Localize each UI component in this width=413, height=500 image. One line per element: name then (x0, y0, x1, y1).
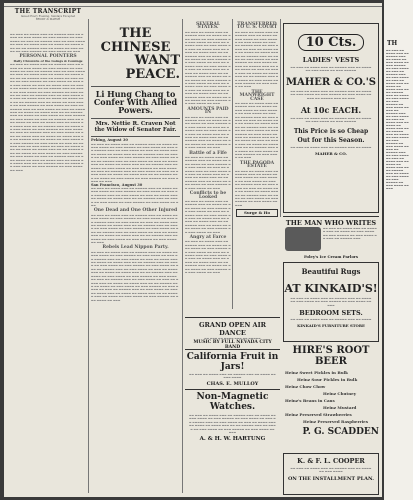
bedroom-sets: BEDROOM SETS. (299, 309, 363, 318)
masthead (10, 8, 86, 30)
heinz-item: Heinz's Beans in Cans (285, 398, 335, 403)
ad-text: ▬▬ ▬▬▬ ▬▬ ▬▬▬▬ ▬▬▬ ▬▬ ▬▬▬▬▬ ▬▬▬ ▬▬ ▬▬▬▬ ▬▬ ▬▬▬ ▬▬▬▬ ▬▬ ▬▬▬ ▬▬▬▬▬ ▬▬ ▬▬▬ ▬▬▬▬ ▬▬ ▬▬▬ ▬▬ ▬▬▬▬▬ ▬▬▬ (323, 227, 377, 241)
heinz-item: Heinz Chow Chow (285, 384, 326, 389)
heinz-item: Heinz Sour Pickles in Bulk (297, 377, 358, 382)
california-fruit-ad (185, 349, 280, 388)
headline-2: WANT PEACE. (125, 53, 180, 82)
masthead-publisher: BRODT & MARSH (35, 18, 61, 21)
masthead-name: THE TRANSCRIPT (14, 8, 82, 15)
dance-ad (185, 317, 280, 348)
man-who-writes-ad (283, 216, 379, 255)
hartung-name: A. & H. W. HARTUNG (199, 436, 266, 443)
non-magnetic-watches: Non-Magnetic Watches. (196, 392, 269, 412)
top-border (4, 3, 382, 7)
column-text: ▬▬ ▬▬▬ ▬▬ ▬▬▬▬ ▬▬▬ ▬▬ ▬▬▬▬▬ ▬▬▬ ▬▬ ▬▬▬▬ ▬▬ ▬▬▬ ▬▬▬▬ ▬▬ ▬▬▬ ▬▬▬▬▬ ▬▬ ▬▬▬ ▬▬▬▬ ▬▬ ▬▬▬ ▬▬ ▬▬▬▬▬ ▬▬▬ ▬▬ ▬▬▬ ▬▬▬▬ ▬▬ ▬▬▬ ▬▬ ▬▬▬▬ ▬▬▬ ▬▬ ▬▬▬▬ ▬▬ ▬▬▬▬ ▬▬▬ ▬▬ ▬▬ ▬▬▬▬▬ ▬▬▬ ▬▬ ▬▬▬▬ ▬▬ ▬▬▬ ▬▬▬▬ ▬▬ ▬▬▬ ▬▬▬▬▬ ▬▬ ▬▬▬ ▬▬▬▬ ▬▬ ▬▬▬ ▬▬ ▬▬▬ ▬▬▬▬ ▬▬ ▬▬▬ ▬▬ ▬▬▬▬ ▬▬▬ ▬▬ ▬▬▬▬ ▬▬ ▬▬▬▬ ▬▬▬ ▬▬ ▬▬ ▬▬▬▬▬ ▬▬▬ ▬▬ ▬▬▬▬ ▬▬ ▬▬▬ ▬▬▬▬ ▬▬ ▬▬▬ ▬▬▬▬▬ ▬▬ ▬▬▬ ▬▬▬▬ ▬▬ ▬▬▬ ▬▬ ▬▬▬▬▬ ▬▬▬ ▬▬ ▬▬▬ ▬▬▬▬ ▬▬ ▬▬▬ ▬▬ ▬▬▬▬ ▬▬▬ ▬▬ ▬▬▬▬ ▬▬ ▬▬▬▬ ▬▬▬ ▬▬ ▬▬ ▬▬▬▬▬ ▬▬▬ ▬▬ ▬▬▬▬ ▬▬ ▬▬▬ ▬▬▬▬ ▬▬ ▬▬▬ ▬▬▬▬▬ ▬▬ ▬▬▬ ▬▬▬▬ ▬▬ ▬▬▬ ▬▬ ▬▬▬▬▬ ▬▬▬ ▬▬ ▬▬▬ ▬▬▬▬ ▬▬ ▬▬▬ ▬▬ ▬▬▬▬ ▬▬▬ ▬▬ ▬▬▬▬ ▬▬ ▬▬▬▬ ▬▬▬ ▬▬ ▬▬ ▬▬▬▬▬ ▬▬▬ ▬▬ ▬▬▬▬ ▬▬ ▬▬▬ ▬▬▬▬ ▬▬ ▬▬▬ ▬▬▬▬▬ ▬▬ ▬▬▬ ▬▬▬▬ ▬▬ ▬▬▬ ▬▬ ▬▬▬▬▬ ▬▬▬ ▬▬ ▬▬▬ ▬▬▬▬ ▬▬ ▬▬▬ ▬▬ ▬▬▬▬ ▬▬▬ ▬▬ ▬▬▬▬ ▬▬ ▬▬▬▬ ▬▬▬ ▬▬ ▬▬ ▬▬▬▬▬ ▬▬▬ ▬▬ ▬▬▬▬ ▬▬ ▬▬▬ ▬▬▬▬ ▬▬ ▬▬▬ ▬▬▬▬▬ ▬▬ ▬▬▬ ▬▬▬▬ ▬▬ ▬▬▬ ▬▬ ▬▬▬▬▬ ▬▬▬ ▬▬ ▬▬▬ ▬▬▬▬ ▬▬ ▬▬▬ ▬▬ ▬▬▬▬ ▬▬▬ ▬▬ ▬▬▬▬ ▬▬ ▬▬▬▬ ▬▬▬ ▬▬ ▬▬ ▬▬▬▬▬ ▬▬▬ ▬▬ ▬▬▬▬ ▬▬ ▬▬▬ ▬▬▬▬ ▬▬ ▬▬▬ ▬▬▬▬▬ ▬▬ ▬▬▬ ▬▬▬▬ ▬▬ ▬▬▬ ▬▬ ▬▬▬▬▬ ▬▬▬ ▬▬ ▬▬▬ ▬▬▬▬ ▬▬ ▬▬▬ ▬▬ ▬▬▬▬ ▬▬▬ ▬▬ ▬▬▬▬ ▬▬ ▬▬▬▬ ▬▬▬ ▬▬ ▬▬ ▬▬▬▬▬ ▬▬▬ ▬▬ ▬▬▬▬ ▬▬ ▬▬▬ ▬▬▬▬ ▬▬ ▬▬▬ ▬▬▬▬▬ ▬▬ ▬▬▬ ▬▬▬▬ ▬▬ ▬▬▬ ▬▬ ▬▬▬▬▬ ▬▬▬ ▬▬ ▬▬▬ ▬▬▬▬ ▬▬ ▬▬▬ ▬▬ ▬▬▬▬ ▬▬▬ ▬▬ ▬▬▬▬ ▬▬ ▬▬▬▬ ▬▬▬ ▬▬ ▬▬ ▬▬▬▬▬ ▬▬▬ ▬▬ ▬▬▬▬ ▬▬ ▬▬▬ ▬▬▬▬ ▬▬ ▬▬▬ ▬▬▬▬▬ ▬▬ ▬▬▬ ▬▬▬▬ ▬▬ ▬▬▬ (10, 63, 86, 172)
adjacent-page-edge (384, 0, 413, 500)
column-1-heading: PERSONAL POINTERS (19, 54, 77, 60)
ice-cream-illustration (285, 227, 321, 251)
divider (91, 118, 180, 119)
column-text: ▬▬ ▬▬▬ ▬▬ ▬▬▬▬ ▬▬▬ ▬▬ ▬▬▬▬▬ ▬▬▬ ▬▬ ▬▬▬▬ ▬▬ ▬▬▬ ▬▬▬▬ ▬▬ ▬▬▬ ▬▬▬▬▬ ▬▬ ▬▬▬ ▬▬▬▬ ▬▬ ▬▬▬ ▬▬ ▬▬▬▬▬ ▬▬▬ ▬▬ ▬▬▬ ▬▬▬▬ ▬▬ ▬▬▬ ▬▬ ▬▬▬▬ ▬▬▬ ▬▬ ▬▬▬▬ ▬▬ ▬▬▬▬ ▬▬▬ ▬▬ ▬▬ ▬▬▬▬▬ ▬▬▬ ▬▬ ▬▬▬▬ ▬▬ ▬▬▬ ▬▬▬▬ ▬▬ ▬▬▬ ▬▬▬▬▬ ▬▬ ▬▬▬ ▬▬▬▬ ▬▬ ▬▬▬ (10, 33, 86, 54)
column-text: ▬▬ ▬▬▬ ▬▬ ▬▬▬▬ ▬▬▬ ▬▬ ▬▬▬▬▬ ▬▬▬ ▬▬ ▬▬▬▬ ▬▬ ▬▬▬ ▬▬▬▬ ▬▬ ▬▬▬ ▬▬▬▬▬ ▬▬ ▬▬▬ ▬▬▬▬ ▬▬ ▬▬▬ ▬▬ ▬▬▬▬▬ ▬▬▬ ▬▬ ▬▬▬ ▬▬▬▬ ▬▬ ▬▬▬ ▬▬ ▬▬▬▬ ▬▬▬ ▬▬ ▬▬▬▬ ▬▬ ▬▬▬▬ ▬▬▬ ▬▬ ▬▬ ▬▬▬▬▬ ▬▬▬ ▬▬ ▬▬▬▬ ▬▬ ▬▬▬ ▬▬▬▬ ▬▬ ▬▬▬ ▬▬▬▬▬ ▬▬ ▬▬▬ ▬▬▬▬ ▬▬ ▬▬▬ ▬▬ ▬▬▬▬▬ ▬▬▬ ▬▬ ▬▬▬ ▬▬▬▬ ▬▬ ▬▬▬ ▬▬ ▬▬▬▬ ▬▬▬ ▬▬ ▬▬▬▬ ▬▬ ▬▬▬▬ ▬▬▬ ▬▬ ▬▬ ▬▬▬▬▬ ▬▬▬ ▬▬ ▬▬▬▬ ▬▬ ▬▬▬ ▬▬▬▬ ▬▬ ▬▬▬ ▬▬▬▬▬ ▬▬ ▬▬▬ ▬▬▬▬ ▬▬ ▬▬▬ (235, 101, 279, 160)
column-rule (88, 19, 89, 493)
ad-text: ▬▬ ▬▬▬ ▬▬ ▬▬▬▬ ▬▬▬ ▬▬ ▬▬▬▬▬ ▬▬▬ ▬▬ ▬▬▬▬ ▬▬ ▬▬▬ ▬▬▬▬ ▬▬ ▬▬▬ ▬▬▬▬▬ ▬▬ ▬▬▬ ▬▬▬▬ ▬▬ ▬▬▬ ▬▬ ▬▬▬▬▬ ▬▬▬ ▬▬ ▬▬▬ (290, 89, 372, 100)
installment-plan: ON THE INSTALLMENT PLAN. (287, 475, 375, 482)
column-4-heading: TRANSFERRED TO U. S. COURT (236, 22, 278, 31)
ad-text: ▬▬ ▬▬▬ ▬▬ ▬▬▬▬ ▬▬▬ ▬▬ ▬▬▬▬▬ ▬▬▬ ▬▬ ▬▬▬▬ ▬▬ ▬▬▬ ▬▬▬▬ ▬▬ ▬▬▬ ▬▬▬▬▬ ▬▬ ▬▬▬ ▬▬▬▬ ▬▬ ▬▬▬ (290, 297, 372, 307)
maher-name: MAHER & CO.'S (285, 76, 377, 88)
beautiful-rugs: Beautiful Rugs (301, 267, 361, 276)
masthead-subtitle: Issued Every Evening, Sundays Excepted (20, 15, 76, 18)
root-beer-title: HIRE'S ROOT BEER (292, 345, 370, 367)
section-heading: Rebels Lead Nippon Party. (102, 245, 169, 251)
adjacent-page-title: TH (387, 40, 398, 47)
mulloy-name: CHAS. E. MULLOY (206, 380, 259, 387)
column-text: ▬▬ ▬▬▬ ▬▬ ▬▬▬▬ ▬▬▬ ▬▬ ▬▬▬▬▬ ▬▬▬ ▬▬ ▬▬▬▬ ▬▬ ▬▬▬ ▬▬▬▬ ▬▬ ▬▬▬ ▬▬▬▬▬ ▬▬ ▬▬▬ ▬▬▬▬ ▬▬ ▬▬▬ ▬▬ ▬▬▬▬▬ ▬▬▬ ▬▬ ▬▬▬ ▬▬▬▬ ▬▬ ▬▬▬ ▬▬ ▬▬▬▬ ▬▬▬ ▬▬ ▬▬▬▬ ▬▬ ▬▬▬▬ ▬▬▬ ▬▬ ▬▬ ▬▬▬▬▬ ▬▬▬ ▬▬ ▬▬▬▬ ▬▬ ▬▬▬ ▬▬▬▬ ▬▬ ▬▬▬ ▬▬▬▬▬ ▬▬ ▬▬▬ ▬▬▬▬ ▬▬ ▬▬▬ (91, 186, 179, 207)
foleys-ad (283, 254, 379, 260)
price-each: At 10c EACH. (300, 105, 362, 116)
column-text: ▬▬ ▬▬▬ ▬▬ ▬▬▬▬ ▬▬▬ ▬▬ ▬▬▬▬▬ ▬▬▬ ▬▬ ▬▬▬▬ ▬▬ ▬▬▬ ▬▬▬▬ ▬▬ ▬▬▬ ▬▬▬▬▬ ▬▬ ▬▬▬ ▬▬▬▬ ▬▬ ▬▬▬ ▬▬ ▬▬▬▬▬ ▬▬▬ ▬▬ ▬▬▬ ▬▬▬▬ ▬▬ ▬▬▬ ▬▬ ▬▬▬▬ ▬▬▬ ▬▬ ▬▬▬▬ ▬▬ ▬▬▬▬ ▬▬▬ ▬▬ ▬▬ ▬▬▬▬▬ ▬▬▬ ▬▬ ▬▬▬▬ ▬▬ ▬▬▬ ▬▬▬▬ ▬▬ ▬▬▬ ▬▬▬▬▬ ▬▬ ▬▬▬ ▬▬▬▬ ▬▬ ▬▬▬ (185, 199, 231, 234)
column-rule (182, 19, 183, 493)
column-1-subheading: Daily Chronicle of the Goings & Comings (13, 58, 83, 63)
column-text: ▬▬ ▬▬▬ ▬▬ ▬▬▬▬ ▬▬▬ ▬▬ ▬▬▬▬▬ ▬▬▬ ▬▬ ▬▬▬▬ ▬▬ ▬▬▬ ▬▬▬▬ ▬▬ ▬▬▬ ▬▬▬▬▬ ▬▬ ▬▬▬ ▬▬▬▬ ▬▬ ▬▬▬ ▬▬ ▬▬▬▬▬ ▬▬▬ ▬▬ ▬▬▬ ▬▬▬▬ ▬▬ ▬▬▬ ▬▬ ▬▬▬▬ ▬▬▬ ▬▬ ▬▬▬▬ ▬▬ ▬▬▬▬ ▬▬▬ ▬▬ ▬▬ ▬▬▬▬▬ ▬▬▬ ▬▬ ▬▬▬▬ ▬▬ ▬▬▬ ▬▬▬▬ ▬▬ ▬▬▬ ▬▬▬▬▬ ▬▬ ▬▬▬ ▬▬▬▬ ▬▬ ▬▬▬ (185, 240, 231, 275)
kinkaid-ad (283, 262, 379, 342)
ad-text: ▬▬ ▬▬▬ ▬▬ ▬▬▬▬ ▬▬▬ ▬▬ ▬▬▬▬▬ ▬▬▬ ▬▬ ▬▬▬▬ ▬▬ ▬▬▬ ▬▬▬▬ (189, 373, 276, 380)
california-fruit: California Fruit in Jars! (186, 352, 279, 372)
ad-text: ▬▬ ▬▬▬ ▬▬ ▬▬▬▬ ▬▬▬ ▬▬ ▬▬▬▬▬ ▬▬▬ ▬▬ ▬▬▬▬ ▬▬ ▬▬▬ ▬▬▬▬ ▬▬ ▬▬▬ ▬▬▬▬▬ (290, 66, 372, 73)
heinz-item: Heinz Sweet Pickles in Bulk (285, 370, 348, 375)
heinz-item: Heinz Mustard (323, 405, 357, 410)
dateline-1: Peking, August 30 (91, 138, 128, 143)
ad-text: ▬▬ ▬▬▬ ▬▬ ▬▬▬▬ ▬▬▬ ▬▬ ▬▬▬▬▬ ▬▬▬ ▬▬ ▬▬▬▬ (290, 145, 372, 149)
column-text: ▬▬ ▬▬▬ ▬▬ ▬▬▬▬ ▬▬▬ ▬▬ ▬▬▬▬▬ ▬▬▬ ▬▬ ▬▬▬▬ ▬▬ ▬▬▬ ▬▬▬▬ ▬▬ ▬▬▬ ▬▬▬▬▬ ▬▬ ▬▬▬ ▬▬▬▬ ▬▬ ▬▬▬ ▬▬ ▬▬▬▬▬ ▬▬▬ ▬▬ ▬▬▬ ▬▬▬▬ ▬▬ ▬▬▬ ▬▬ ▬▬▬▬ ▬▬▬ ▬▬ ▬▬▬▬ ▬▬ ▬▬▬▬ ▬▬▬ ▬▬ ▬▬ ▬▬▬▬▬ ▬▬▬ ▬▬ ▬▬▬▬ ▬▬ ▬▬▬ ▬▬▬▬ ▬▬ ▬▬▬ ▬▬▬▬▬ ▬▬ ▬▬▬ ▬▬▬▬ ▬▬ ▬▬▬ ▬▬ ▬▬▬▬▬ ▬▬▬ ▬▬ ▬▬▬ ▬▬▬▬ ▬▬ ▬▬▬ ▬▬ ▬▬▬▬ ▬▬▬ ▬▬ ▬▬▬▬ ▬▬ ▬▬▬▬ ▬▬▬ ▬▬ ▬▬ ▬▬▬▬▬ ▬▬▬ ▬▬ ▬▬▬▬ ▬▬ ▬▬▬ ▬▬▬▬ ▬▬ ▬▬▬ ▬▬▬▬▬ ▬▬ ▬▬▬ ▬▬▬▬ ▬▬ ▬▬▬ ▬▬ ▬▬▬▬▬ ▬▬▬ ▬▬ ▬▬▬ ▬▬▬▬ ▬▬ ▬▬▬ ▬▬ ▬▬▬▬ ▬▬▬ ▬▬ ▬▬▬▬ ▬▬ ▬▬▬▬ ▬▬▬ ▬▬ ▬▬ ▬▬▬▬▬ ▬▬▬ ▬▬ ▬▬▬▬ ▬▬ ▬▬▬ ▬▬▬▬ ▬▬ ▬▬▬ ▬▬▬▬▬ ▬▬ ▬▬▬ ▬▬▬▬ ▬▬ ▬▬▬ (185, 30, 231, 106)
column-1 (10, 33, 86, 493)
column-text: ▬▬ ▬▬▬ ▬▬ ▬▬▬▬ ▬▬▬ ▬▬ ▬▬▬▬▬ ▬▬▬ ▬▬ ▬▬▬▬ ▬▬ ▬▬▬ ▬▬▬▬ ▬▬ ▬▬▬ ▬▬▬▬▬ ▬▬ ▬▬▬ ▬▬▬▬ ▬▬ ▬▬▬ ▬▬ ▬▬▬▬▬ ▬▬▬ ▬▬ ▬▬▬ ▬▬▬▬ ▬▬ ▬▬▬ ▬▬ ▬▬▬▬ ▬▬▬ ▬▬ ▬▬▬▬ ▬▬ ▬▬▬▬ ▬▬▬ ▬▬ ▬▬ ▬▬▬▬▬ ▬▬▬ ▬▬ ▬▬▬▬ ▬▬ ▬▬▬ ▬▬▬▬ ▬▬ ▬▬▬ ▬▬▬▬▬ ▬▬ ▬▬▬ ▬▬▬▬ ▬▬ ▬▬▬ ▬▬ ▬▬▬▬▬ ▬▬▬ ▬▬ ▬▬▬ ▬▬▬▬ ▬▬ ▬▬▬ ▬▬ ▬▬▬▬ ▬▬▬ ▬▬ ▬▬▬▬ ▬▬ ▬▬▬▬ ▬▬▬ ▬▬ ▬▬ ▬▬▬▬▬ ▬▬▬ ▬▬ ▬▬▬▬ ▬▬ ▬▬▬ ▬▬▬▬ ▬▬ ▬▬▬ ▬▬▬▬▬ ▬▬ ▬▬▬ ▬▬▬▬ ▬▬ ▬▬▬ (235, 30, 279, 89)
maher-small: MAHER & CO. (315, 151, 347, 157)
heinz-item: Heinz Preserved Strawberries (285, 412, 352, 417)
subhead-1: Li Hung Chang to Confer With Allied Powers. (93, 88, 178, 116)
column-4 (235, 21, 279, 309)
kinkaid-title: AT KINKAID'S! (284, 282, 378, 295)
column-2 (91, 21, 180, 493)
kinkaid-small: KINKAID'S FURNITURE STORE (297, 322, 365, 328)
out-season: Out for this Season. (297, 136, 365, 144)
divider (91, 86, 180, 87)
column-3-heading: Conflicts to be Looked (189, 191, 227, 200)
column-3 (185, 21, 231, 309)
column-3-heading: Angry at Farce (189, 234, 227, 240)
music-band: MUSIC BY FULL NEVADA CITY BAND (193, 340, 272, 348)
divider (91, 136, 180, 137)
column-4-ad-box: Surge & Ho (236, 209, 278, 216)
headline-1: THE CHINESE (100, 26, 171, 55)
ladies-vests-text: LADIES' VESTS (302, 56, 360, 64)
column-4-heading: THE PAGODA ESTATE (239, 160, 275, 170)
ad-text: ▬▬ ▬▬▬ ▬▬ ▬▬▬▬ ▬▬▬ ▬▬ ▬▬▬▬▬ ▬▬▬ ▬▬ ▬▬▬▬ (290, 318, 372, 322)
subhead-2: Mrs. Nettie R. Craven Not the Widow of Senator Fair. (94, 120, 177, 133)
adjacent-page-text: ▬▬ ▬▬▬ ▬▬ ▬▬▬▬ ▬▬▬ ▬▬ ▬▬▬▬▬ ▬▬▬ ▬▬ ▬▬▬▬ ▬▬ ▬▬▬ ▬▬▬▬ ▬▬ ▬▬▬ ▬▬▬▬▬ ▬▬ ▬▬▬ ▬▬▬▬ ▬▬ ▬▬▬ ▬▬ ▬▬▬▬▬ ▬▬▬ ▬▬ ▬▬▬ ▬▬▬▬ ▬▬ ▬▬▬ ▬▬ ▬▬▬▬ ▬▬▬ ▬▬ ▬▬▬▬ ▬▬ ▬▬▬▬ ▬▬▬ ▬▬ ▬▬ ▬▬▬▬▬ ▬▬▬ ▬▬ ▬▬▬▬ ▬▬ ▬▬▬ ▬▬▬▬ ▬▬ ▬▬▬ ▬▬▬▬▬ ▬▬ ▬▬▬ ▬▬▬▬ ▬▬ ▬▬▬ ▬▬ ▬▬▬▬▬ ▬▬▬ ▬▬ ▬▬▬ ▬▬▬▬ ▬▬ ▬▬▬ ▬▬ ▬▬▬▬ ▬▬▬ ▬▬ ▬▬▬▬ ▬▬ ▬▬▬▬ ▬▬▬ ▬▬ ▬▬ ▬▬▬▬▬ ▬▬▬ ▬▬ ▬▬▬▬ ▬▬ ▬▬▬ ▬▬▬▬ ▬▬ ▬▬▬ ▬▬▬▬▬ ▬▬ ▬▬▬ ▬▬▬▬ ▬▬ ▬▬▬ ▬▬ ▬▬▬▬▬ ▬▬▬ ▬▬ ▬▬▬ ▬▬▬▬ ▬▬ ▬▬▬ ▬▬ ▬▬▬▬ ▬▬▬ ▬▬ ▬▬▬▬ ▬▬ ▬▬▬▬ ▬▬▬ ▬▬ ▬▬ ▬▬▬▬▬ ▬▬▬ ▬▬ ▬▬▬▬ ▬▬ ▬▬▬ ▬▬▬▬ ▬▬ ▬▬▬ ▬▬▬▬▬ ▬▬ ▬▬▬ ▬▬▬▬ ▬▬ ▬▬▬ (386, 49, 409, 190)
column-3-heading: Battle of a Fife (189, 150, 227, 156)
foleys-text: Foley's Ice Cream Parlors (303, 254, 359, 259)
man-writes-title: THE MAN WHO WRITES (285, 219, 377, 227)
column-text: ▬▬ ▬▬▬ ▬▬ ▬▬▬▬ ▬▬▬ ▬▬ ▬▬▬▬▬ ▬▬▬ ▬▬ ▬▬▬▬ ▬▬ ▬▬▬ ▬▬▬▬ ▬▬ ▬▬▬ ▬▬▬▬▬ ▬▬ ▬▬▬ ▬▬▬▬ ▬▬ ▬▬▬ ▬▬ ▬▬▬▬▬ ▬▬▬ ▬▬ ▬▬▬ ▬▬▬▬ ▬▬ ▬▬▬ ▬▬ ▬▬▬▬ ▬▬▬ ▬▬ ▬▬▬▬ ▬▬ ▬▬▬▬ ▬▬▬ ▬▬ ▬▬ ▬▬▬▬▬ ▬▬▬ ▬▬ ▬▬▬▬ ▬▬ ▬▬▬ ▬▬▬▬ ▬▬ ▬▬▬ ▬▬▬▬▬ ▬▬ ▬▬▬ ▬▬▬▬ ▬▬ ▬▬▬ (185, 115, 231, 150)
ad-text: ▬▬ ▬▬▬ ▬▬ ▬▬▬▬ ▬▬▬ ▬▬ ▬▬▬▬▬ ▬▬▬ ▬▬ ▬▬▬▬ ▬▬ ▬▬▬ ▬▬▬▬ ▬▬ ▬▬▬ ▬▬▬▬▬ (290, 117, 372, 124)
newspaper-page (4, 3, 382, 497)
dateline-2: San Francisco, August 30 (91, 182, 143, 187)
heinz-item: Heinz Preserved Raspberries (303, 419, 368, 424)
column-text: ▬▬ ▬▬▬ ▬▬ ▬▬▬▬ ▬▬▬ ▬▬ ▬▬▬▬▬ ▬▬▬ ▬▬ ▬▬▬▬ ▬▬ ▬▬▬ ▬▬▬▬ ▬▬ ▬▬▬ ▬▬▬▬▬ ▬▬ ▬▬▬ ▬▬▬▬ ▬▬ ▬▬▬ ▬▬ ▬▬▬▬▬ ▬▬▬ ▬▬ ▬▬▬ ▬▬▬▬ ▬▬ ▬▬▬ ▬▬ ▬▬▬▬ ▬▬▬ ▬▬ ▬▬▬▬ ▬▬ ▬▬▬▬ ▬▬▬ ▬▬ ▬▬ ▬▬▬▬▬ ▬▬▬ ▬▬ ▬▬▬▬ ▬▬ ▬▬▬ ▬▬▬▬ ▬▬ ▬▬▬ ▬▬▬▬▬ ▬▬ ▬▬▬ ▬▬▬▬ ▬▬ ▬▬▬ ▬▬ ▬▬▬▬▬ ▬▬▬ ▬▬ ▬▬▬ ▬▬▬▬ ▬▬ ▬▬▬ ▬▬ ▬▬▬▬ ▬▬▬ ▬▬ ▬▬▬▬ ▬▬ ▬▬▬▬ ▬▬▬ ▬▬ ▬▬ ▬▬▬▬▬ ▬▬▬ ▬▬ ▬▬▬▬ ▬▬ ▬▬▬ ▬▬▬▬ ▬▬ ▬▬▬ ▬▬▬▬▬ ▬▬ ▬▬▬ ▬▬▬▬ ▬▬ ▬▬▬ (91, 213, 179, 245)
grand-open-air: GRAND OPEN AIR DANCE (198, 321, 267, 337)
column-text: ▬▬ ▬▬▬ ▬▬ ▬▬▬▬ ▬▬▬ ▬▬ ▬▬▬▬▬ ▬▬▬ ▬▬ ▬▬▬▬ ▬▬ ▬▬▬ ▬▬▬▬ ▬▬ ▬▬▬ ▬▬▬▬▬ ▬▬ ▬▬▬ ▬▬▬▬ ▬▬ ▬▬▬ ▬▬ ▬▬▬▬▬ ▬▬▬ ▬▬ ▬▬▬ ▬▬▬▬ ▬▬ ▬▬▬ ▬▬ ▬▬▬▬ ▬▬▬ ▬▬ ▬▬▬▬ ▬▬ ▬▬▬▬ ▬▬▬ ▬▬ ▬▬ ▬▬▬▬▬ ▬▬▬ ▬▬ ▬▬▬▬ ▬▬ ▬▬▬ ▬▬▬▬ ▬▬ ▬▬▬ ▬▬▬▬▬ ▬▬ ▬▬▬ ▬▬▬▬ ▬▬ ▬▬▬ (185, 156, 231, 190)
column-3-heading: AMOUNTS PAID IN (187, 106, 229, 116)
column-text: ▬▬ ▬▬▬ ▬▬ ▬▬▬▬ ▬▬▬ ▬▬ ▬▬▬▬▬ ▬▬▬ ▬▬ ▬▬▬▬ ▬▬ ▬▬▬ ▬▬▬▬ ▬▬ ▬▬▬ ▬▬▬▬▬ ▬▬ ▬▬▬ ▬▬▬▬ ▬▬ ▬▬▬ ▬▬ ▬▬▬▬▬ ▬▬▬ ▬▬ ▬▬▬ ▬▬▬▬ ▬▬ ▬▬▬ ▬▬ ▬▬▬▬ ▬▬▬ ▬▬ ▬▬▬▬ ▬▬ ▬▬▬▬ ▬▬▬ ▬▬ ▬▬ ▬▬▬▬▬ ▬▬▬ ▬▬ ▬▬▬▬ ▬▬ ▬▬▬ ▬▬▬▬ ▬▬ ▬▬▬ ▬▬▬▬▬ ▬▬ ▬▬▬ ▬▬▬▬ ▬▬ ▬▬▬ (235, 169, 279, 207)
cooper-ad (283, 453, 379, 495)
watches-ad (185, 389, 280, 494)
column-text: ▬▬ ▬▬▬ ▬▬ ▬▬▬▬ ▬▬▬ ▬▬ ▬▬▬▬▬ ▬▬▬ ▬▬ ▬▬▬▬ ▬▬ ▬▬▬ ▬▬▬▬ ▬▬ ▬▬▬ ▬▬▬▬▬ ▬▬ ▬▬▬ ▬▬▬▬ ▬▬ ▬▬▬ ▬▬ ▬▬▬▬▬ ▬▬▬ ▬▬ ▬▬▬ ▬▬▬▬ ▬▬ ▬▬▬ ▬▬ ▬▬▬▬ ▬▬▬ ▬▬ ▬▬▬▬ ▬▬ ▬▬▬▬ ▬▬▬ ▬▬ ▬▬ ▬▬▬▬▬ ▬▬▬ ▬▬ ▬▬▬▬ ▬▬ ▬▬▬ ▬▬▬▬ ▬▬ ▬▬▬ ▬▬▬▬▬ ▬▬ ▬▬▬ ▬▬▬▬ ▬▬ ▬▬▬ ▬▬ ▬▬▬▬▬ ▬▬▬ ▬▬ ▬▬▬ ▬▬▬▬ ▬▬ ▬▬▬ ▬▬ ▬▬▬▬ ▬▬▬ ▬▬ ▬▬▬▬ ▬▬ ▬▬▬▬ ▬▬▬ ▬▬ ▬▬ ▬▬▬▬▬ ▬▬▬ ▬▬ ▬▬▬▬ ▬▬ ▬▬▬ ▬▬▬▬ ▬▬ ▬▬▬ ▬▬▬▬▬ ▬▬ ▬▬▬ ▬▬▬▬ ▬▬ ▬▬▬ ▬▬ ▬▬▬▬▬ ▬▬▬ ▬▬ ▬▬▬ ▬▬▬▬ ▬▬ ▬▬▬ ▬▬ ▬▬▬▬ ▬▬▬ ▬▬ ▬▬▬▬ ▬▬ ▬▬▬▬ ▬▬▬ ▬▬ ▬▬ ▬▬▬▬▬ ▬▬▬ ▬▬ ▬▬▬▬ ▬▬ ▬▬▬ ▬▬▬▬ ▬▬ ▬▬▬ ▬▬▬▬▬ ▬▬ ▬▬▬ ▬▬▬▬ ▬▬ ▬▬▬ (91, 142, 179, 184)
heinz-item: Heinz Chutney (323, 391, 357, 396)
root-beer-ad (283, 345, 379, 449)
ad-text: ▬▬ ▬▬▬ ▬▬ ▬▬▬▬ ▬▬▬ ▬▬ ▬▬▬▬▬ ▬▬▬ ▬▬ ▬▬▬▬ ▬▬ ▬▬▬ ▬▬▬▬ ▬▬ ▬▬▬ ▬▬▬▬▬ ▬▬ ▬▬▬ ▬▬▬▬ ▬▬ ▬▬▬ ▬▬ ▬▬▬▬▬ ▬▬▬ ▬▬ ▬▬▬ ▬▬▬▬ ▬▬ ▬▬▬ ▬▬ ▬▬▬▬ ▬▬▬ ▬▬ ▬▬▬▬ ▬▬ ▬▬▬▬ ▬▬▬ ▬▬ ▬▬ ▬▬▬▬▬ ▬▬▬ ▬▬ ▬▬▬▬ ▬▬ ▬▬▬ ▬▬▬▬ ▬▬ ▬▬▬ ▬▬▬▬▬ ▬▬ ▬▬▬ ▬▬▬▬ ▬▬ ▬▬▬ (189, 414, 276, 435)
column-3-heading: SEVERAL STATES. (196, 22, 220, 31)
column-rule (232, 19, 233, 309)
column-rule (280, 19, 281, 217)
column-text: ▬▬ ▬▬▬ ▬▬ ▬▬▬▬ ▬▬▬ ▬▬ ▬▬▬▬▬ ▬▬▬ ▬▬ ▬▬▬▬ ▬▬ ▬▬▬ ▬▬▬▬ ▬▬ ▬▬▬ ▬▬▬▬▬ ▬▬ ▬▬▬ ▬▬▬▬ ▬▬ ▬▬▬ ▬▬ ▬▬▬▬▬ ▬▬▬ ▬▬ ▬▬▬ ▬▬▬▬ ▬▬ ▬▬▬ ▬▬ ▬▬▬▬ ▬▬▬ ▬▬ ▬▬▬▬ ▬▬ ▬▬▬▬ ▬▬▬ ▬▬ ▬▬ ▬▬▬▬▬ ▬▬▬ ▬▬ ▬▬▬▬ ▬▬ ▬▬▬ ▬▬▬▬ ▬▬ ▬▬▬ ▬▬▬▬▬ ▬▬ ▬▬▬ ▬▬▬▬ ▬▬ ▬▬▬ ▬▬ ▬▬▬▬▬ ▬▬▬ ▬▬ ▬▬▬ ▬▬▬▬ ▬▬ ▬▬▬ ▬▬ ▬▬▬▬ ▬▬▬ ▬▬ ▬▬▬▬ ▬▬ ▬▬▬▬ ▬▬▬ ▬▬ ▬▬ ▬▬▬▬▬ ▬▬▬ ▬▬ ▬▬▬▬ ▬▬ ▬▬▬ ▬▬▬▬ ▬▬ ▬▬▬ ▬▬▬▬▬ ▬▬ ▬▬▬ ▬▬▬▬ ▬▬ ▬▬▬ ▬▬ ▬▬▬▬▬ ▬▬▬ ▬▬ ▬▬▬ ▬▬▬▬ ▬▬ ▬▬▬ ▬▬ ▬▬▬▬ ▬▬▬ ▬▬ ▬▬▬▬ ▬▬ ▬▬▬▬ ▬▬▬ ▬▬ ▬▬ ▬▬▬▬▬ ▬▬▬ ▬▬ ▬▬▬▬ ▬▬ ▬▬▬ ▬▬▬▬ ▬▬ ▬▬▬ ▬▬▬▬▬ ▬▬ ▬▬▬ ▬▬▬▬ ▬▬ ▬▬▬ ▬▬ ▬▬▬▬▬ ▬▬▬ ▬▬ ▬▬▬ ▬▬▬▬ ▬▬ ▬▬▬ ▬▬ ▬▬▬▬ ▬▬▬ ▬▬ ▬▬▬▬ ▬▬ ▬▬▬▬ ▬▬▬ ▬▬ ▬▬ ▬▬▬▬▬ ▬▬▬ ▬▬ ▬▬▬▬ ▬▬ ▬▬▬ ▬▬▬▬ ▬▬ ▬▬▬ ▬▬▬▬▬ ▬▬ ▬▬▬ ▬▬▬▬ ▬▬ ▬▬▬ (91, 250, 179, 302)
section-heading: One Dead and One Other Injured (93, 208, 178, 214)
price-line: This Price is so Cheap (293, 127, 369, 135)
column-4-heading: THE MANWRIGHT CASE (239, 89, 275, 102)
cooper-name: K. & F. L. COOPER (297, 457, 365, 465)
ad-text: ▬▬ ▬▬▬ ▬▬ ▬▬▬▬ ▬▬▬ ▬▬ ▬▬▬▬▬ (204, 337, 261, 340)
ten-cents-badge: 10 Cts. (298, 34, 364, 51)
scadden-name: P. G. SCADDEN (302, 427, 379, 437)
maher-ad (283, 23, 379, 213)
ad-text: ▬▬ ▬▬▬ ▬▬ ▬▬▬▬ ▬▬▬ ▬▬ ▬▬▬▬▬ ▬▬▬ ▬▬ ▬▬▬▬ ▬▬ ▬▬▬ ▬▬▬▬ (290, 467, 372, 474)
